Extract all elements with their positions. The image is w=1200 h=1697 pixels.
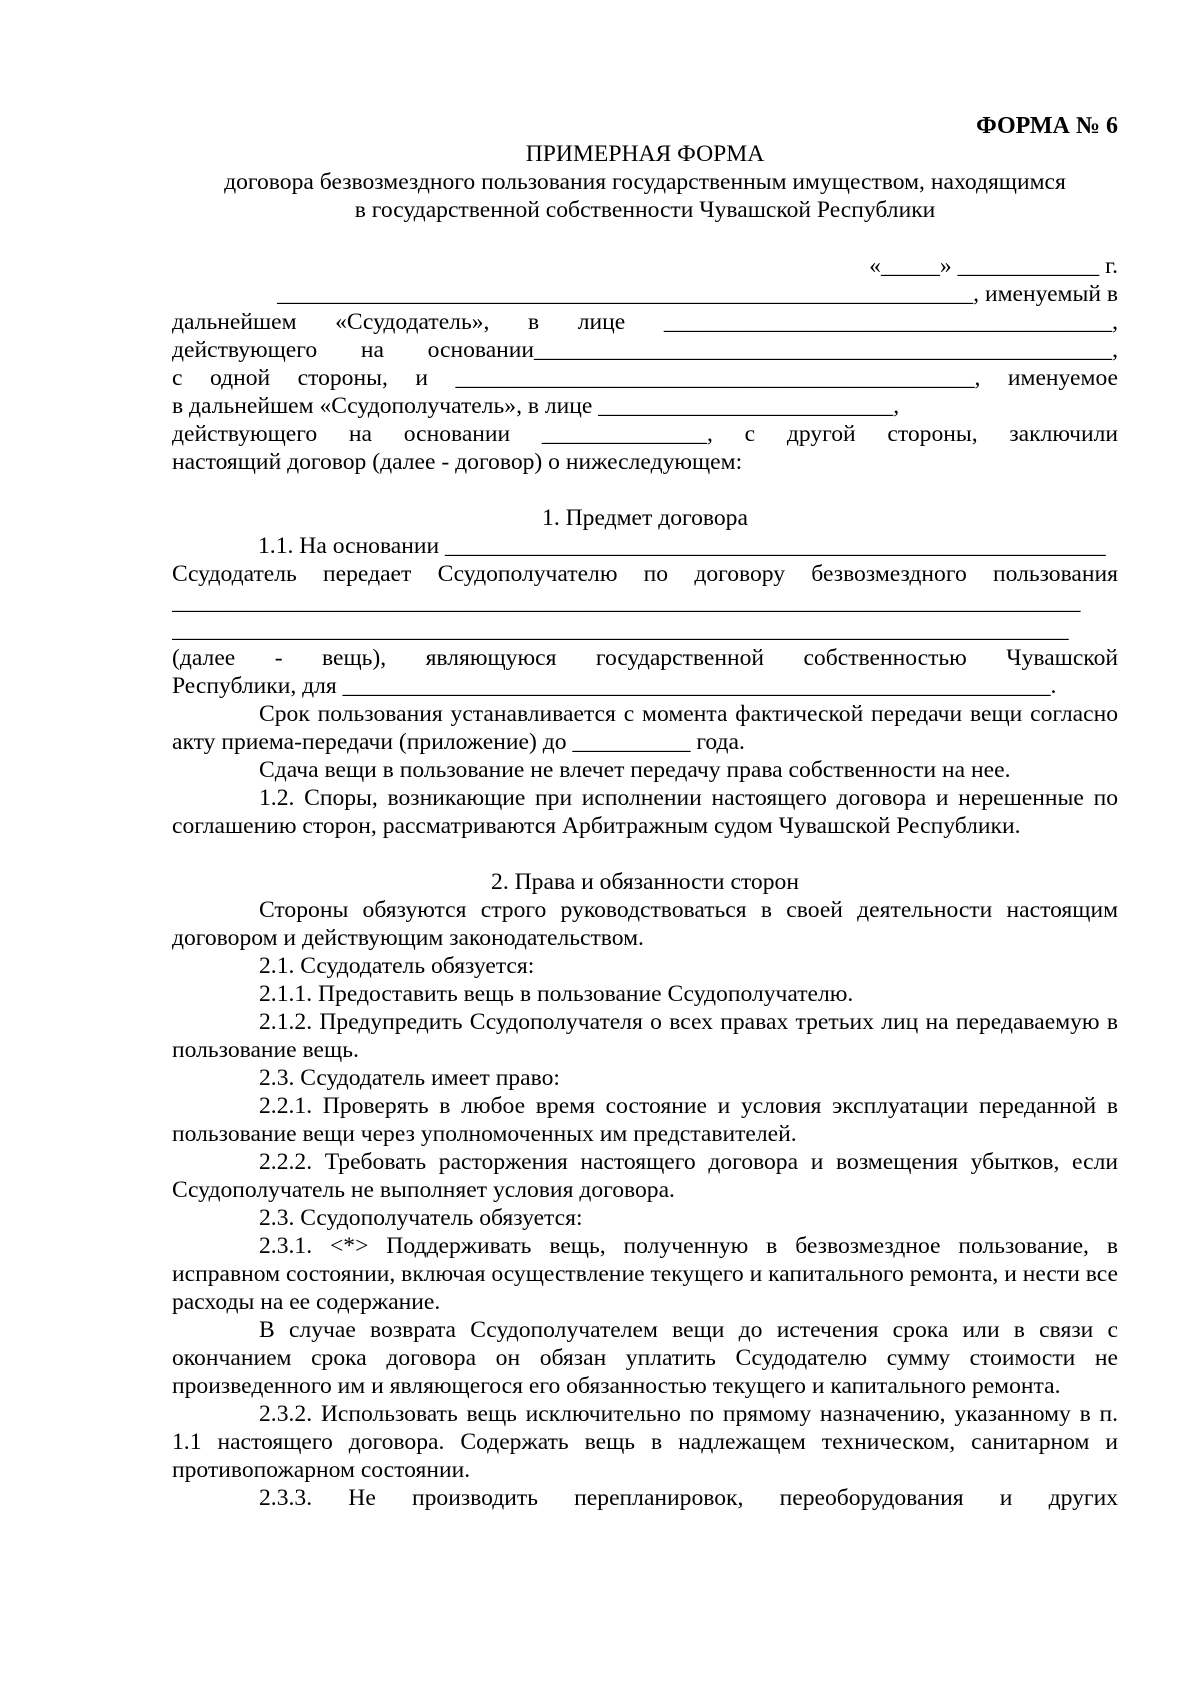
section-1-heading: 1. Предмет договора bbox=[542, 505, 748, 531]
date-line: «_____» ____________ г. bbox=[869, 253, 1118, 279]
document-body bbox=[172, 112, 1118, 1512]
section-2-paragraph: 2.3. Ссудополучатель обязуется: bbox=[259, 1205, 583, 1231]
section-2-paragraph: 2.3.2. Использовать вещь исключительно по прямому назначению, указанному в п. 1.1 настоящего договора. Содержать вещь в надлежащем техническом, санитарном и противопожарном состоянии. bbox=[172, 1401, 1118, 1483]
preamble-line-5: в дальнейшем «Ссудополучатель», в лице _________________________, bbox=[172, 393, 900, 419]
section-1-p1-line4: ____________________________________________________________________________ bbox=[172, 617, 1069, 643]
section-1-p1-line2: Ссудодатель передает Ссудополучателю по договору безвозмездного пользования bbox=[172, 561, 1118, 587]
form-subtitle-line1: договора безвозмездного пользования государственным имуществом, находящимся bbox=[224, 169, 1066, 195]
preamble-line-4: с одной стороны, и ____________________________________________, именуемое bbox=[172, 365, 1118, 391]
section-2-paragraph: В случае возврата Ссудополучателем вещи до истечения срока или в связи с окончанием срока договора он обязан уплатить Ссудодателю сумму стоимости не произведенного им и являющегося его обязанностью текущего и капитального ремонта. bbox=[172, 1317, 1118, 1399]
section-2-paragraph: Стороны обязуются строго руководствоваться в своей деятельности настоящим договором и действующим законодательством. bbox=[172, 897, 1118, 951]
section-2-paragraph: 2.2.2. Требовать расторжения настоящего договора и возмещения убытков, если Ссудополучатель не выполняет условия договора. bbox=[172, 1149, 1118, 1203]
preamble-line-1: ___________________________________________________________, именуемый в bbox=[277, 281, 1118, 307]
section-2-paragraph: 2.1. Ссудодатель обязуется: bbox=[259, 953, 535, 979]
section-2-heading: 2. Права и обязанности сторон bbox=[491, 869, 799, 895]
section-1-p2: Срок пользования устанавливается с момента фактической передачи вещи согласно акту приема-передачи (приложение) до __________ года. bbox=[172, 701, 1118, 755]
form-subtitle-line2: в государственной собственности Чувашской Республики bbox=[354, 197, 936, 223]
section-2-paragraph: 2.3.1. <*> Поддерживать вещь, полученную в безвозмездное пользование, в исправном состоянии, включая осуществление текущего и капитального ремонта, и нести все расходы на ее содержание. bbox=[172, 1233, 1118, 1315]
preamble-line-7: настоящий договор (далее - договор) о нижеследующем: bbox=[172, 449, 743, 475]
preamble-line-6: действующего на основании ______________, с другой стороны, заключили bbox=[172, 421, 1118, 447]
section-2-paragraph: 2.3. Ссудодатель имеет право: bbox=[259, 1065, 560, 1091]
section-2-last-line: 2.3.3. Не производить перепланировок, переоборудования и других bbox=[259, 1485, 1118, 1511]
section-2-paragraph: 2.2.1. Проверять в любое время состояние и условия эксплуатации переданной в пользование вещи через уполномоченных им представителей. bbox=[172, 1093, 1118, 1147]
section-1-p4: 1.2. Споры, возникающие при исполнении настоящего договора и нерешенные по соглашению сторон, рассматриваются Арбитражным судом Чувашской Республики. bbox=[172, 785, 1118, 839]
form-number: ФОРМА № 6 bbox=[976, 113, 1118, 139]
section-1-p1-line3: _____________________________________________________________________________ bbox=[172, 589, 1081, 615]
preamble-line-3: действующего на основании_________________________________________________, bbox=[172, 337, 1118, 363]
section-1-p1-line6: Республики, для ____________________________________________________________. bbox=[172, 673, 1057, 699]
form-title: ПРИМЕРНАЯ ФОРМА bbox=[525, 141, 765, 167]
section-1-p1-line5: (далее - вещь), являющуюся государственной собственностью Чувашской bbox=[172, 645, 1118, 671]
section-1-p3: Сдача вещи в пользование не влечет передачу права собственности на нее. bbox=[259, 757, 1011, 783]
section-2-paragraph: 2.1.1. Предоставить вещь в пользование Ссудополучателю. bbox=[259, 981, 854, 1007]
section-1-p1-line1: 1.1. На основании ________________________________________________________ bbox=[258, 533, 1106, 559]
preamble-line-2: дальнейшем «Ссудодатель», в лице ______________________________________, bbox=[172, 309, 1118, 335]
section-2-paragraph: 2.1.2. Предупредить Ссудополучателя о всех правах третьих лиц на передаваемую в пользование вещь. bbox=[172, 1009, 1118, 1063]
